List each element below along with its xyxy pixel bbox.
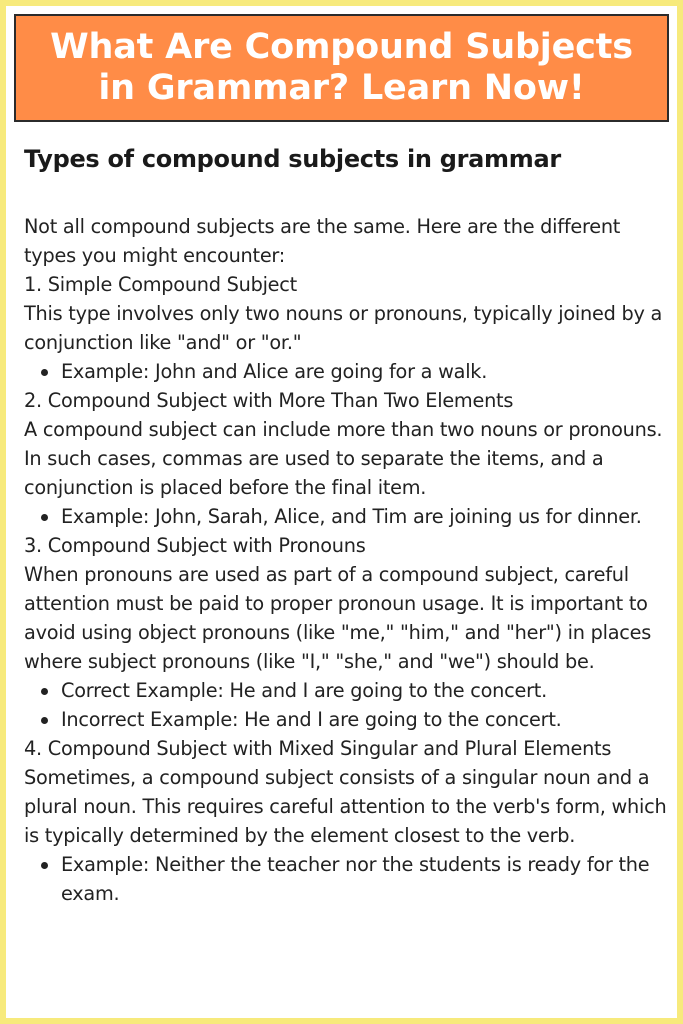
type-1-heading: 1. Simple Compound Subject	[24, 273, 297, 296]
banner-title-line-1: What Are Compound Subjects	[50, 27, 633, 67]
list-item: Example: Neither the teacher nor the students is ready for the exam.	[61, 850, 674, 908]
type-3-heading: 3. Compound Subject with Pronouns	[24, 534, 366, 557]
type-2-description: A compound subject can include more than two nouns or pronouns. In such cases, commas are used to separate the items, and a conjunction is placed before the final item.	[24, 418, 663, 499]
type-4-description: Sometimes, a compound subject consists of a singular noun and a plural noun. This requires careful attention to the verb's form, which is typically determined by the element closest to the verb.	[24, 766, 667, 847]
type-1-examples	[24, 357, 674, 386]
type-3-examples	[24, 676, 674, 734]
type-2-examples	[24, 502, 674, 531]
type-2-heading: 2. Compound Subject with More Than Two Elements	[24, 389, 514, 412]
type-3-description: When pronouns are used as part of a compound subject, careful attention must be paid to proper pronoun usage. It is important to avoid using object pronouns (like "me," "him," and "her") in places where subject pronouns (like "I," "she," and "we") should be.	[24, 563, 652, 673]
list-item: Incorrect Example: He and I are going to the concert.	[61, 705, 674, 734]
list-item: Example: John, Sarah, Alice, and Tim are joining us for dinner.	[61, 502, 674, 531]
type-1-description: This type involves only two nouns or pronouns, typically joined by a conjunction like "and" or "or."	[24, 302, 663, 354]
section-title: Types of compound subjects in grammar	[24, 145, 561, 173]
banner-title-line-2: in Grammar? Learn Now!	[98, 68, 585, 108]
title-banner	[14, 14, 669, 122]
article-body	[24, 212, 674, 908]
intro-paragraph: Not all compound subjects are the same. Here are the different types you might encounter:	[24, 215, 621, 267]
banner-title	[40, 27, 643, 109]
list-item: Example: John and Alice are going for a walk.	[61, 357, 674, 386]
type-4-examples	[24, 850, 674, 908]
article-content	[24, 142, 674, 905]
list-item: Correct Example: He and I are going to the concert.	[61, 676, 674, 705]
type-4-heading: 4. Compound Subject with Mixed Singular and Plural Elements	[24, 737, 612, 760]
